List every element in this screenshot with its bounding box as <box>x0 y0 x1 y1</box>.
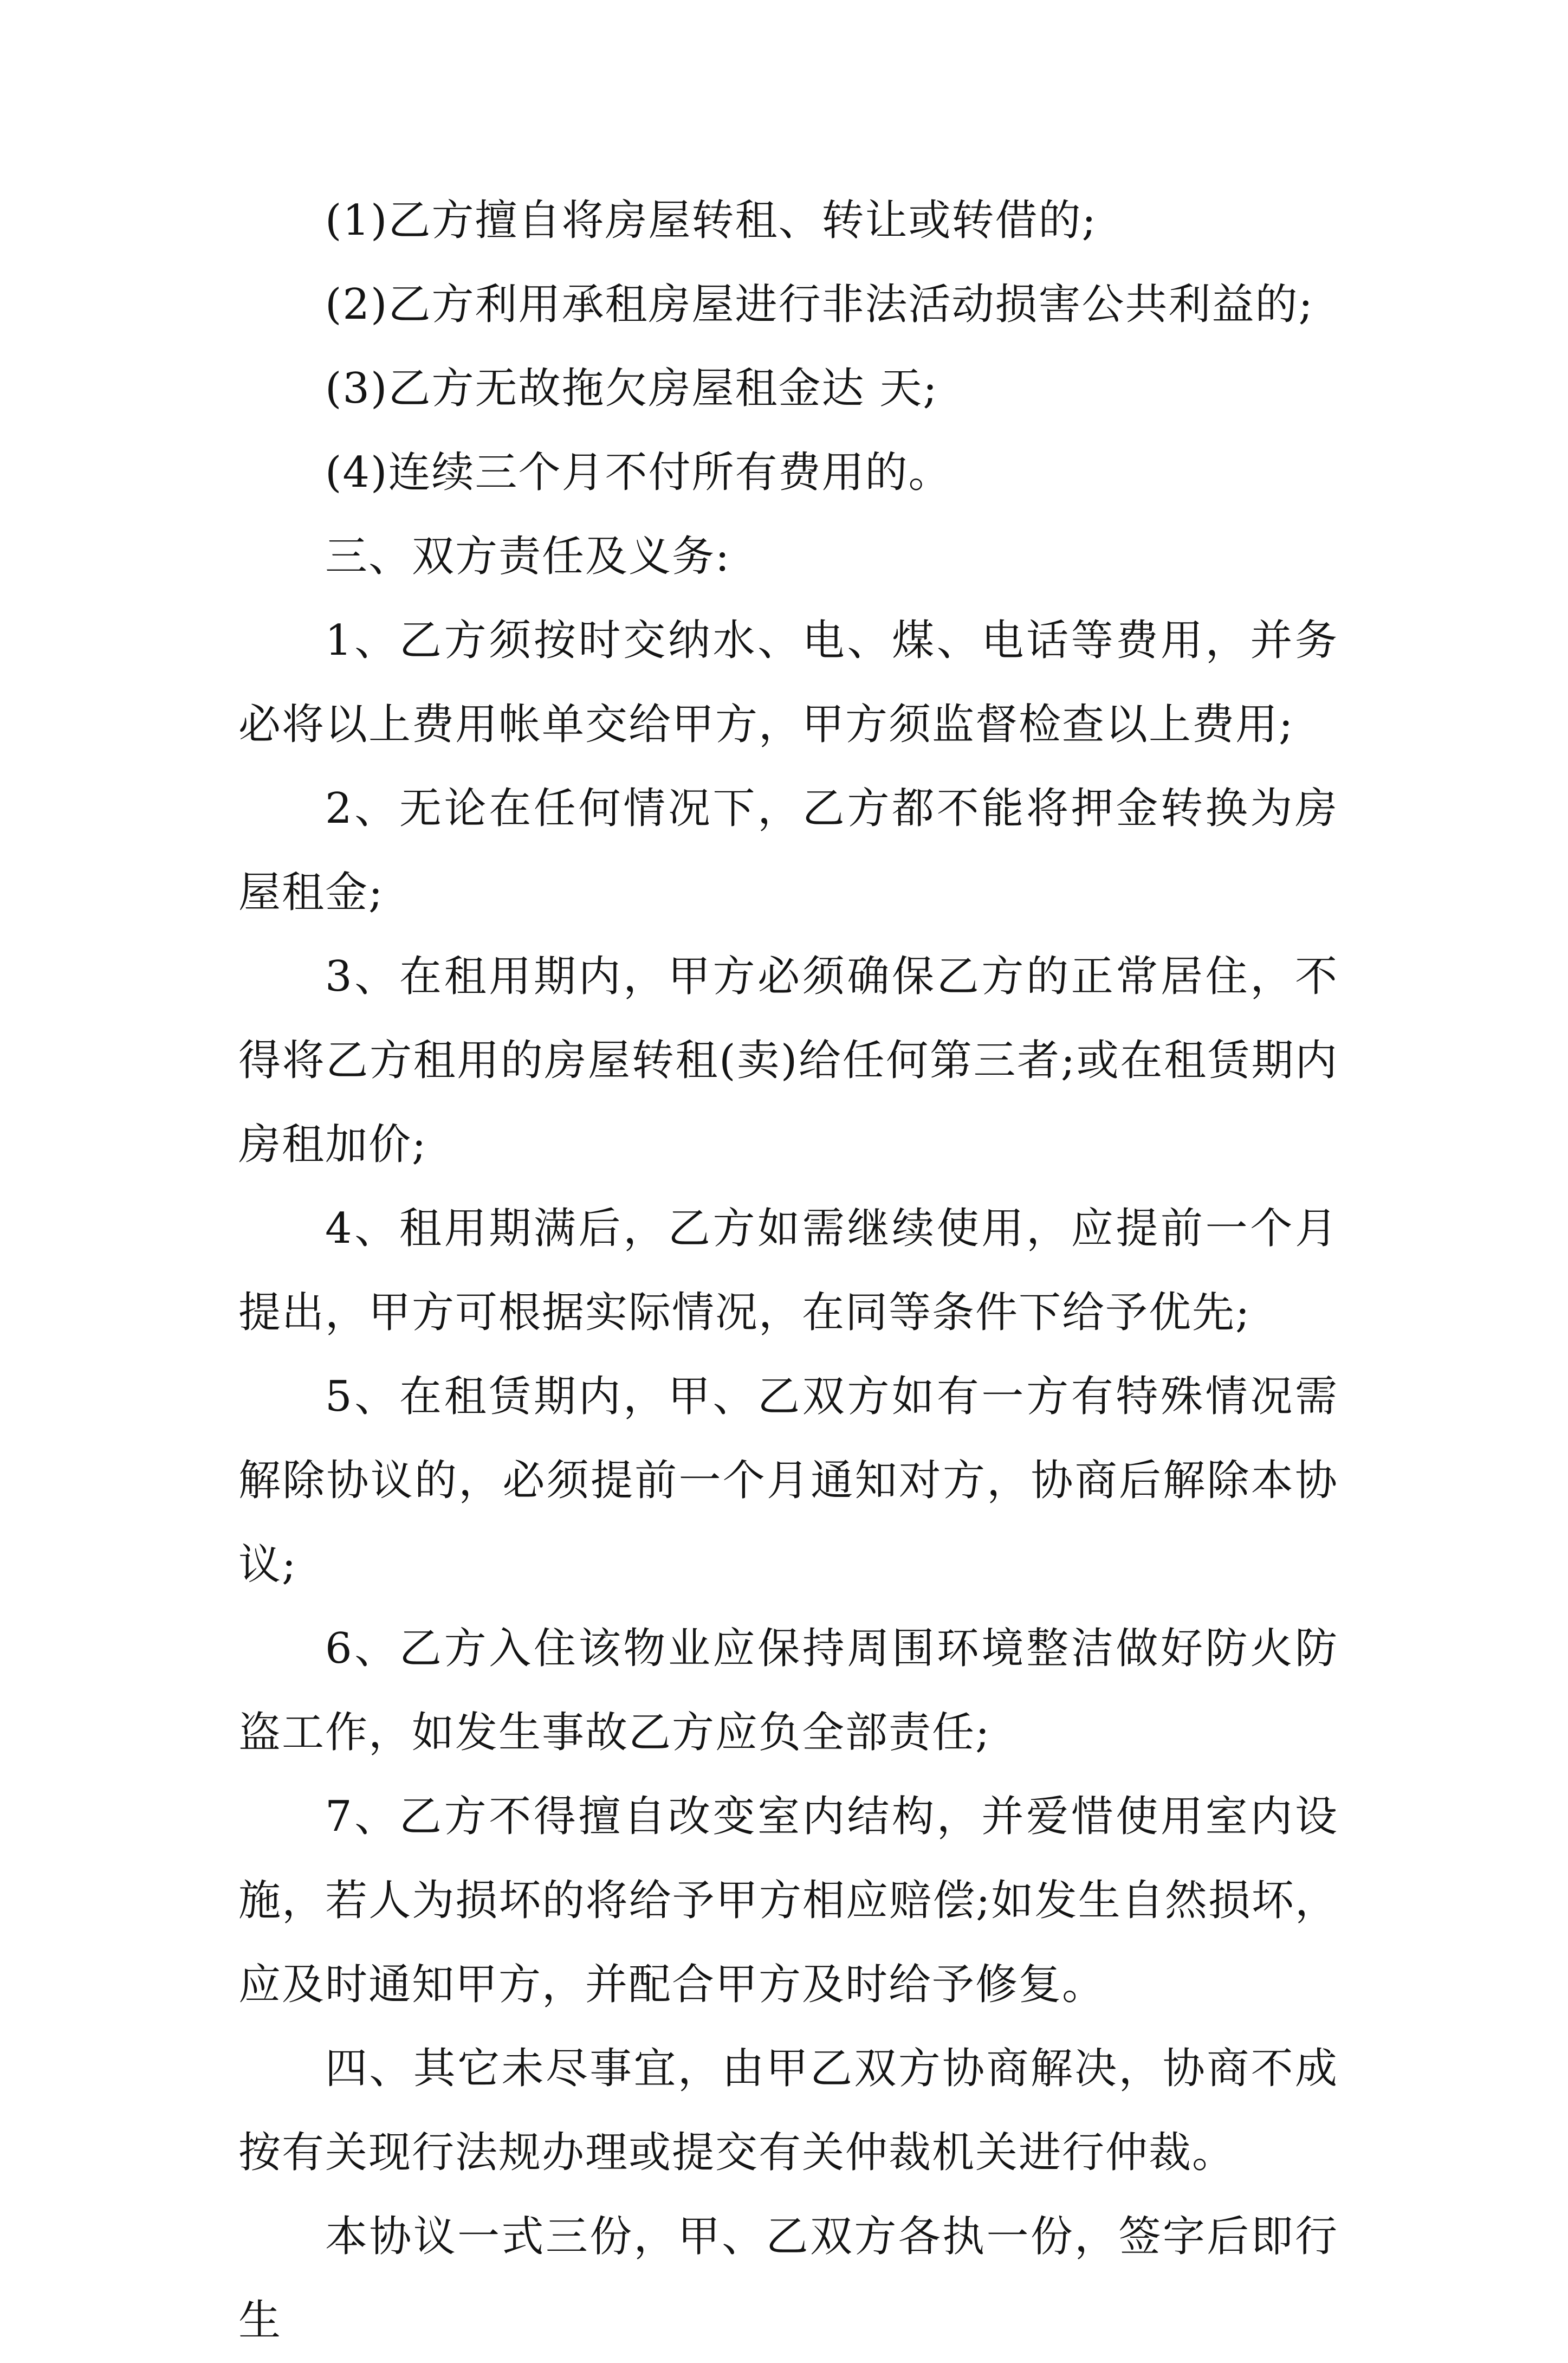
clause-2-illegal-use: (2)乙方利用承租房屋进行非法活动损害公共利益的; <box>325 280 1314 329</box>
duty-7-structure: 7、乙方不得擅自改变室内结构，并爱惜使用室内设施，若人为损坏的将给予甲方相应赔偿;如发生自然损坏，应及时通知甲方，并配合甲方及时给予修复。 <box>238 1792 1338 2009</box>
duty-5-termination: 5、在租赁期内，甲、乙双方如有一方有特殊情况需解除协议的，必须提前一个月通知对方，协商后解除本协议; <box>238 1372 1338 1589</box>
section-4-other-matters: 四、其它未尽事宜，由甲乙双方协商解决，协商不成按有关现行法规办理或提交有关仲裁机关进行仲裁。 <box>238 2044 1338 2177</box>
duty-6-safety: 6、乙方入住该物业应保持周围环境整洁做好防火防盗工作，如发生事故乙方应负全部责任; <box>238 1624 1338 1757</box>
clause-4-unpaid-fees: (4)连续三个月不付所有费用的。 <box>325 448 952 497</box>
copies-clause: 本协议一式三份，甲、乙双方各执一份，签字后即行生 <box>238 2212 1338 2345</box>
duty-4-renewal: 4、租用期满后，乙方如需继续使用，应提前一个月提出，甲方可根据实际情况，在同等条件下给予优先; <box>238 1204 1338 1337</box>
document-body <box>238 179 1338 2363</box>
clause-3-rent-arrears: (3)乙方无故拖欠房屋租金达 天; <box>325 364 938 413</box>
duty-1-utilities: 1、乙方须按时交纳水、电、煤、电话等费用，并务必将以上费用帐单交给甲方，甲方须监督检查以上费用; <box>238 616 1338 749</box>
duty-3-residence: 3、在租用期内，甲方必须确保乙方的正常居住，不得将乙方租用的房屋转租(卖)给任何第三者;或在租赁期内房租加价; <box>238 952 1338 1169</box>
clause-1-sublet: (1)乙方擅自将房屋转租、转让或转借的; <box>325 196 1097 245</box>
duty-2-deposit: 2、无论在任何情况下，乙方都不能将押金转换为房屋租金; <box>238 784 1338 917</box>
section-3-heading: 三、双方责任及义务: <box>325 532 731 581</box>
